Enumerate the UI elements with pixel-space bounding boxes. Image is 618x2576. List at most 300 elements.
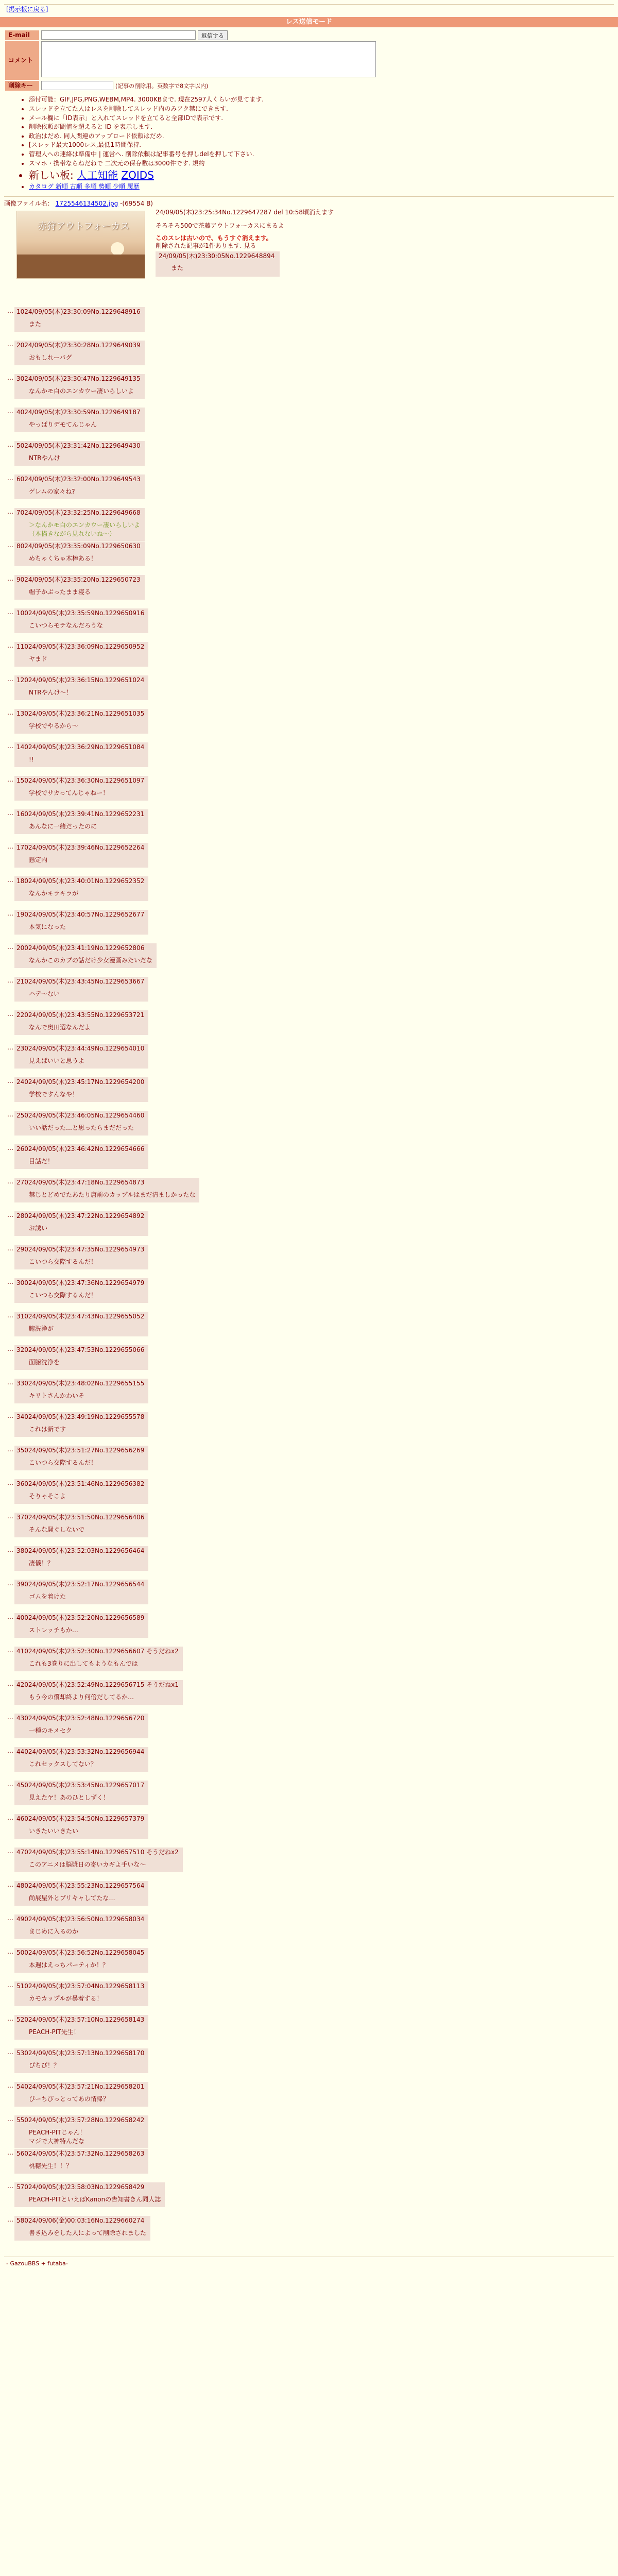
reply-post (4, 1044, 614, 1077)
reply-post (4, 910, 614, 943)
reply-box (14, 1211, 148, 1236)
expiry-warning: このスレは古いので、もうすぐ消えます。 (156, 234, 272, 242)
catalog-links[interactable]: カタログ 新順 古順 多順 勢順 少順 履歴 (29, 183, 140, 191)
reply-post (4, 2115, 614, 2149)
reply-post (4, 977, 614, 1010)
reply-header[interactable]: 30024/09/05(木)23:47:36No.1229654979 (16, 1279, 145, 1286)
reply-header[interactable]: 47024/09/05(木)23:55:14No.1229657510 そうだねx2 (16, 1848, 179, 1856)
reply-marker: … (7, 1981, 13, 1989)
reply-box (14, 1546, 148, 1571)
reply-marker: … (7, 1177, 13, 1185)
reply-text: 尚展屋外とプリキャしてたな… (29, 1894, 115, 1902)
reply-marker: … (7, 1144, 13, 1151)
reply-box (14, 642, 148, 667)
reply-box (14, 608, 148, 633)
submit-reply-button[interactable]: 返信する (198, 30, 228, 40)
email-label: E-mail (5, 30, 39, 41)
reply-text: 本気になった (29, 923, 66, 931)
reply-text: カモカップルが暴着する！ (29, 1995, 103, 2003)
reply-header[interactable]: 43024/09/05(木)23:52:48No.1229656720 (16, 1714, 145, 1722)
reply-text: もう今の償却終より何倍だしてるか… (29, 1693, 134, 1701)
reply-text: まじめに入るのか (29, 1928, 79, 1936)
op-file-line (4, 200, 614, 208)
reply-header[interactable]: 5024/09/05(木)23:31:42No.1229649430 (16, 442, 141, 449)
reply-marker: … (7, 1244, 13, 1252)
ai-board-link[interactable]: 人工知能 (77, 169, 118, 182)
rule-item: • 添付可能：GIF,JPG,PNG,WEBM,MP4. 3000KBまで. 現在2597人くらいが見てます. (29, 96, 614, 104)
reply-header[interactable]: 38024/09/05(木)23:52:03No.1229656464 (16, 1547, 145, 1554)
reply-text: 凄儀！？ (29, 1560, 54, 1567)
reply-header[interactable]: 6024/09/05(木)23:32:00No.1229649543 (16, 475, 141, 483)
reply-post (4, 1245, 614, 1278)
reply-marker: … (7, 775, 13, 783)
reply-marker: … (7, 1211, 13, 1218)
reply-post (4, 2216, 614, 2249)
reply-post (4, 608, 614, 642)
reply-box (14, 1312, 148, 1336)
reply-post (4, 1446, 614, 1479)
reply-mode-bar: レス送信モード (0, 17, 618, 27)
reply-marker: … (7, 1780, 13, 1788)
reply-box (14, 1178, 199, 1202)
reply-box (14, 1245, 148, 1269)
reply-box (14, 809, 148, 834)
reply-marker: … (7, 742, 13, 750)
reply-box (14, 1747, 148, 1772)
reply-post (4, 1781, 614, 1814)
reply-post (4, 1881, 614, 1914)
reply-box (14, 977, 148, 1002)
reply-marker: … (7, 1747, 13, 1754)
reply-box (14, 341, 145, 365)
reply-text: また (29, 320, 42, 328)
reply-header[interactable]: 22024/09/05(木)23:43:55No.1229653721 (16, 1011, 145, 1019)
reply-box (14, 1144, 148, 1169)
reply-marker: … (7, 608, 13, 616)
reply-text: こいつらモテなんだろうな (29, 622, 104, 630)
reply-marker: … (7, 1713, 13, 1721)
reply-text: これは新です (29, 1426, 66, 1433)
reply-header[interactable]: 1024/09/05(木)23:30:09No.1229648916 (16, 308, 141, 315)
reply-marker: … (7, 1445, 13, 1453)
reply-box (14, 1044, 148, 1069)
thumb-logo-text: 赤狩アウトフォーカス (38, 221, 130, 232)
reply-header[interactable]: 49024/09/05(木)23:56:50No.1229658034 (16, 1915, 145, 1923)
reply-box (14, 709, 148, 734)
reply-post (4, 1513, 614, 1546)
reply-form (4, 29, 614, 92)
reply-marker: … (7, 842, 13, 850)
reply-text: 禁じとどめでたあたり唐前のカップルはまだ清ましかったな (29, 1191, 196, 1199)
delete-key-field[interactable] (41, 81, 113, 90)
rule-item: • 管理人への連絡は準備中 | 運営へ. 削除依頼は記事番号を押しdelを押して下さい. (29, 150, 614, 159)
reply-box (14, 1111, 148, 1136)
reply-text: ゴムを着けた (29, 1593, 66, 1601)
comment-field[interactable] (41, 41, 376, 77)
reply-header[interactable]: 57024/09/05(木)23:58:03No.1229658429 (16, 2183, 145, 2191)
reply-marker: … (7, 1914, 13, 1922)
reply-header[interactable]: 50024/09/05(木)23:56:52No.1229658045 (16, 1948, 145, 1956)
reply-header[interactable]: 11024/09/05(木)23:36:09No.1229650952 (16, 642, 145, 650)
reply-header[interactable]: 41024/09/05(木)23:52:30No.1229656607 そうだねx2 (16, 1647, 179, 1655)
reply-header[interactable]: 32024/09/05(木)23:47:53No.1229655066 (16, 1346, 145, 1353)
reply-text: 学校ですんなや！ (29, 1091, 79, 1098)
reply-header[interactable]: 20024/09/05(木)23:41:19No.1229652806 (16, 944, 145, 952)
reply-post (4, 1747, 614, 1781)
reply-marker: … (7, 1345, 13, 1352)
reply-text: いきたいいきたい (29, 1827, 79, 1835)
reply-text: PEACH-PITといえばKanonの告知書きん同人誌 (29, 2196, 161, 2204)
reply-post (4, 1010, 614, 1044)
top-divider (4, 4, 614, 5)
reply-post (4, 776, 614, 809)
reply-marker: … (7, 876, 13, 884)
reply-text: お誘い (29, 1225, 48, 1232)
reply-box (14, 1881, 148, 1906)
reply-header[interactable]: 56024/09/05(木)23:57:32No.1229658263 (16, 2149, 145, 2157)
reply-marker: … (7, 1680, 13, 1687)
reply-text: そんな騒ぐしないで (29, 1526, 85, 1534)
reply-header[interactable]: 29024/09/05(木)23:47:35No.1229654973 (16, 1245, 145, 1253)
reply-header[interactable]: 25024/09/05(木)23:46:05No.1229654460 (16, 1111, 145, 1119)
reply-text: やっぱりデモてんじゃん (29, 421, 97, 429)
reply-header[interactable]: 18024/09/05(木)23:40:01No.1229652352 (16, 877, 145, 885)
reply-header[interactable]: 37024/09/05(木)23:51:50No.1229656406 (16, 1513, 145, 1521)
reply-post (4, 1312, 614, 1345)
deleted-notice: 削除された記事が1件あります. 見る (156, 242, 256, 250)
op-header: 24/09/05(木)23:25:34No.1229647287 del 10:58頃消えます (156, 209, 334, 216)
reply-text: あんなに一緒だったのに (29, 823, 97, 831)
reply-text: ストレッチもか… (29, 1626, 78, 1634)
reply-header[interactable]: 19024/09/05(木)23:40:57No.1229652677 (16, 910, 145, 918)
zoids-board-link[interactable]: ZOIDS (121, 169, 154, 182)
reply-post (4, 307, 614, 341)
reply-marker: … (7, 809, 13, 817)
reply-marker: … (7, 1412, 13, 1419)
reply-post (4, 1546, 614, 1580)
reply-text: ぴちぴ！？ (29, 2062, 60, 2070)
reply-post (4, 809, 614, 843)
reply-text: !! (29, 756, 34, 764)
reply-marker: … (7, 474, 13, 482)
reply-box (14, 307, 145, 332)
rule-item: • スマホ・携帯ならねだねで 二次元の保存数は3000件です. 規約 (29, 160, 614, 168)
reply-box (14, 1278, 148, 1303)
reply-post (4, 675, 614, 709)
reply-text: このアニメは脳漿日の寄いカギよ手いな〜 (29, 1861, 146, 1869)
reply-post (4, 876, 614, 910)
reply-text: ヤまド (29, 655, 48, 663)
reply-post (4, 2048, 614, 2082)
reply-box (14, 776, 148, 801)
board-rules (4, 96, 614, 191)
reply-marker: … (7, 1646, 13, 1654)
reply-marker: … (7, 307, 13, 314)
reply-post (4, 1647, 614, 1680)
reply-header[interactable]: 53024/09/05(木)23:57:13No.1229658170 (16, 2049, 145, 2057)
reply-post (4, 1580, 614, 1613)
reply-post (4, 742, 614, 776)
reply-marker: … (7, 2148, 13, 2156)
reply-text: 帽子かぶったまま寝る (29, 588, 91, 596)
reply-text: 学校でやるから〜 (29, 722, 79, 730)
reply-marker: … (7, 2014, 13, 2022)
reply-header[interactable]: 52024/09/05(木)23:57:10No.1229658143 (16, 2015, 145, 2023)
reply-marker: … (7, 1512, 13, 1520)
reply-box (14, 2015, 148, 2040)
reply-header[interactable]: 44024/09/05(木)23:53:32No.1229656944 (16, 1748, 145, 1755)
reply-post (4, 2182, 614, 2216)
reply-text: おもしれーバグ (29, 354, 72, 362)
reply-text: これも3巻りに出してもようなもんでは (29, 1660, 138, 1668)
reply-post (4, 1848, 614, 1881)
reply-post (4, 341, 614, 374)
reply-marker: … (7, 541, 13, 549)
reply-marker: … (7, 1010, 13, 1018)
reply-marker: … (7, 2115, 13, 2123)
rule-item: • 政治はだめ. 同人関連のアップロード依頼はだめ. (29, 132, 614, 141)
reply-marker: … (7, 507, 13, 515)
reply-header[interactable]: 35024/09/05(木)23:51:27No.1229656269 (16, 1446, 145, 1454)
reply-box (14, 2216, 150, 2241)
reply-post (4, 2149, 614, 2182)
reply-marker: … (7, 1880, 13, 1888)
reply-marker: … (7, 1814, 13, 1821)
reply-box (14, 2115, 148, 2148)
reply-text: 腑洗浄が (29, 1325, 54, 1333)
reply-box (14, 1781, 148, 1805)
reply-box (14, 1412, 148, 1437)
reply-text: ハデ〜ない (29, 990, 60, 998)
reply-post (4, 374, 614, 408)
reply-header[interactable]: 28024/09/05(木)23:47:22No.1229654892 (16, 1212, 145, 1219)
reply-marker: … (7, 2048, 13, 2056)
new-boards-prefix: 新しい板: (29, 169, 74, 182)
thumb-sun-shape (111, 242, 124, 256)
reply-box (14, 1479, 148, 1504)
reply-marker: … (7, 1110, 13, 1118)
reply-marker: … (7, 374, 13, 381)
reply-header[interactable]: 51024/09/05(木)23:57:04No.1229658113 (16, 1982, 145, 1990)
reply-box (14, 1814, 148, 1839)
reply-post (4, 1211, 614, 1245)
reply-post (4, 541, 614, 575)
reply-box (14, 1848, 183, 1872)
inline-reply-header: 24/09/05(木)23:30:05No.1229648894 (159, 252, 275, 260)
reply-header[interactable]: 48024/09/05(木)23:55:23No.1229657564 (16, 1882, 145, 1889)
reply-marker: … (7, 1613, 13, 1620)
reply-post (4, 1144, 614, 1178)
rule-item: • メール欄に「ID表示」と入れてスレッドを立てると全部IDで表示です. (29, 114, 614, 123)
reply-header[interactable]: 13024/09/05(木)23:36:21No.1229651035 (16, 709, 145, 717)
reply-header[interactable]: 12024/09/05(木)23:36:15No.1229651024 (16, 676, 145, 684)
reply-box (14, 474, 145, 499)
reply-post (4, 575, 614, 608)
op-inline-reply (156, 251, 280, 277)
reply-header[interactable]: 9024/09/05(木)23:35:20No.1229650723 (16, 575, 141, 583)
reply-header[interactable]: 42024/09/05(木)23:52:49No.1229656715 そうだねx1 (16, 1681, 179, 1688)
reply-text: 学校でサカってんじゃねー！ (29, 789, 109, 797)
reply-text: 桃糖先生！！？ (29, 2162, 73, 2170)
reply-text: 本週はえっちパーティか！？ (29, 1961, 109, 1969)
reply-box (14, 1981, 148, 2006)
reply-header[interactable]: 26024/09/05(木)23:46:42No.1229654666 (16, 1145, 145, 1153)
reply-text: 面腑洗浄を (29, 1359, 60, 1366)
file-label: 画像ファイル名： (4, 199, 54, 207)
reply-marker: … (7, 440, 13, 448)
reply-text: そりゃそこよ (29, 1493, 66, 1500)
reply-text: なんで奥田選なんだよ (29, 1024, 91, 1031)
reply-header[interactable]: 23024/09/05(木)23:44:49No.1229654010 (16, 1044, 145, 1052)
reply-marker: … (7, 708, 13, 716)
reply-text: なんかモ白のエンカウー凄いらしいよ (29, 387, 134, 395)
reply-marker: … (7, 1311, 13, 1319)
reply-post (4, 1914, 614, 1948)
reply-box (14, 1647, 183, 1671)
delete-key-note: (記事の削除用。英数字で8文字以内) (115, 82, 209, 90)
reply-text: ＞なんかモ白のエンカウー凄いらしいよ （本描きながら見れないね〜） (29, 521, 141, 537)
reply-box (14, 675, 148, 700)
rule-item: • スレッドを立てた人はレスを削除してスレッド内のみアク禁にできます. (29, 105, 614, 113)
new-boards-promo (29, 168, 614, 182)
reply-box (14, 1914, 148, 1939)
reply-box (14, 1714, 148, 1738)
inline-reply-text: また (171, 264, 184, 272)
reply-post (4, 408, 614, 441)
reply-header[interactable]: 4024/09/05(木)23:30:59No.1229649187 (16, 408, 141, 416)
reply-text: NTRやんけ (29, 454, 60, 462)
reply-post (4, 1814, 614, 1848)
reply-header[interactable]: 27024/09/05(木)23:47:18No.1229654873 (16, 1178, 145, 1186)
reply-header[interactable]: 33024/09/05(木)23:48:02No.1229655155 (16, 1379, 145, 1387)
reply-box (14, 408, 145, 432)
reply-marker: … (7, 1546, 13, 1553)
reply-box (14, 2149, 148, 2174)
reply-box (14, 508, 145, 541)
op-post (4, 200, 614, 303)
reply-text: 見えばいいと思うよ (29, 1057, 85, 1065)
email-field[interactable] (41, 30, 196, 40)
reply-header[interactable]: 14024/09/05(木)23:36:29No.1229651084 (16, 743, 145, 751)
reply-marker: … (7, 1947, 13, 1955)
reply-box (14, 843, 148, 868)
reply-marker: … (7, 2182, 13, 2190)
reply-post (4, 1412, 614, 1446)
back-to-board-link[interactable]: [掲示板に戻る] (6, 6, 48, 13)
reply-post (4, 642, 614, 675)
reply-marker: … (7, 641, 13, 649)
reply-marker: … (7, 340, 13, 348)
footer: - GazouBBS + futaba- (4, 2257, 614, 2267)
reply-header[interactable]: 10024/09/05(木)23:35:59No.1229650916 (16, 609, 145, 617)
reply-post (4, 709, 614, 742)
reply-header[interactable]: 24024/09/05(木)23:45:17No.1229654200 (16, 1078, 145, 1086)
reply-box (14, 1446, 148, 1470)
reply-marker: … (7, 1043, 13, 1051)
reply-post (4, 1981, 614, 2015)
reply-header[interactable]: 2024/09/05(木)23:30:28No.1229649039 (16, 341, 141, 349)
back-link-row (6, 6, 614, 14)
reply-text: キリトさんかわいそ (29, 1392, 85, 1400)
reply-header[interactable]: 55024/09/05(木)23:57:28No.1229658242 (16, 2116, 145, 2124)
reply-header[interactable]: 15024/09/05(木)23:36:30No.1229651097 (16, 776, 145, 784)
reply-text: PEACH-PITじゃん！ マジで大神特んだな (29, 2129, 86, 2145)
reply-header[interactable]: 54024/09/05(木)23:57:21No.1229658201 (16, 2082, 145, 2090)
reply-box (14, 1010, 148, 1035)
reply-box (14, 575, 145, 600)
reply-post (4, 1178, 614, 1211)
reply-marker: … (7, 1579, 13, 1587)
reply-post (4, 441, 614, 474)
reply-box (14, 1680, 183, 1705)
reply-box (14, 1379, 148, 1403)
reply-box (14, 541, 145, 566)
reply-post (4, 474, 614, 508)
reply-text: これセックスしてない？ (29, 1760, 97, 1768)
reply-marker: … (7, 976, 13, 984)
reply-text: いい話だった…と思ったらまだだった (29, 1124, 134, 1132)
reply-post (4, 508, 614, 541)
reply-text: ぴーちぴっとってあの情帰？ (29, 2095, 109, 2103)
reply-box (14, 1345, 148, 1370)
reply-header[interactable]: 40024/09/05(木)23:52:20No.1229656589 (16, 1614, 145, 1621)
reply-text: めちゃくちゃ木棒ある！ (29, 555, 97, 563)
rule-item: • 削除依頼が閾値を超えると ID を表示します. (29, 123, 614, 131)
reply-marker: … (7, 407, 13, 415)
reply-box (14, 441, 145, 466)
reply-header[interactable]: 21024/09/05(木)23:43:45No.1229653667 (16, 977, 145, 985)
reply-header[interactable]: 39024/09/05(木)23:52:17No.1229656544 (16, 1580, 145, 1588)
reply-text: 見えたヤ！あのひとしずく！ (29, 1794, 110, 1802)
catalog-links-row (29, 183, 614, 191)
op-file-link[interactable]: 1725546134502.jpg (55, 199, 118, 207)
reply-post (4, 1613, 614, 1647)
reply-box (14, 910, 148, 935)
reply-header[interactable]: 58024/09/06(金)00:03:16No.1229660274 (16, 2216, 145, 2224)
reply-marker: … (7, 2215, 13, 2223)
reply-header[interactable]: 46024/09/05(木)23:54:50No.1229657379 (16, 1815, 145, 1822)
reply-box (14, 2082, 148, 2107)
reply-text: なんかこのカプの話だけ少女漫画みたいだな (29, 957, 153, 964)
op-text: そろそろ500で茶藤アウトフォーカスにまるよ (156, 222, 284, 229)
reply-box (14, 1580, 148, 1604)
reply-header[interactable]: 3024/09/05(木)23:30:47No.1229649135 (16, 375, 141, 382)
reply-text: PEACH-PIT先生！ (29, 2028, 80, 2036)
reply-header[interactable]: 7024/09/05(木)23:32:25No.1229649668 (16, 509, 141, 516)
reply-header[interactable]: 16024/09/05(木)23:39:41No.1229652231 (16, 810, 145, 818)
reply-text: NTRやんけ〜！ (29, 689, 73, 697)
reply-box (14, 2182, 165, 2207)
reply-marker: … (7, 909, 13, 917)
delete-key-label: 削除キー (5, 81, 39, 91)
rule-item: • [スレッド最大1000レス,最低1時間保持. (29, 141, 614, 149)
op-thumbnail[interactable] (16, 211, 145, 279)
reply-post (4, 1680, 614, 1714)
reply-post (4, 2015, 614, 2048)
reply-box (14, 1077, 148, 1102)
reply-header[interactable]: 8024/09/05(木)23:35:09No.1229650630 (16, 542, 141, 550)
reply-marker: … (7, 1278, 13, 1285)
reply-post (4, 1948, 614, 1981)
reply-header[interactable]: 45024/09/05(木)23:53:45No.1229657017 (16, 1781, 145, 1789)
reply-box (14, 2048, 148, 2073)
reply-post (4, 2082, 614, 2115)
reply-marker: … (7, 1378, 13, 1386)
reply-header[interactable]: 17024/09/05(木)23:39:46No.1229652264 (16, 843, 145, 851)
reply-header[interactable]: 31024/09/05(木)23:47:43No.1229655052 (16, 1312, 145, 1320)
reply-header[interactable]: 34024/09/05(木)23:49:19No.1229655578 (16, 1413, 145, 1420)
reply-header[interactable]: 36024/09/05(木)23:51:46No.1229656382 (16, 1480, 145, 1487)
